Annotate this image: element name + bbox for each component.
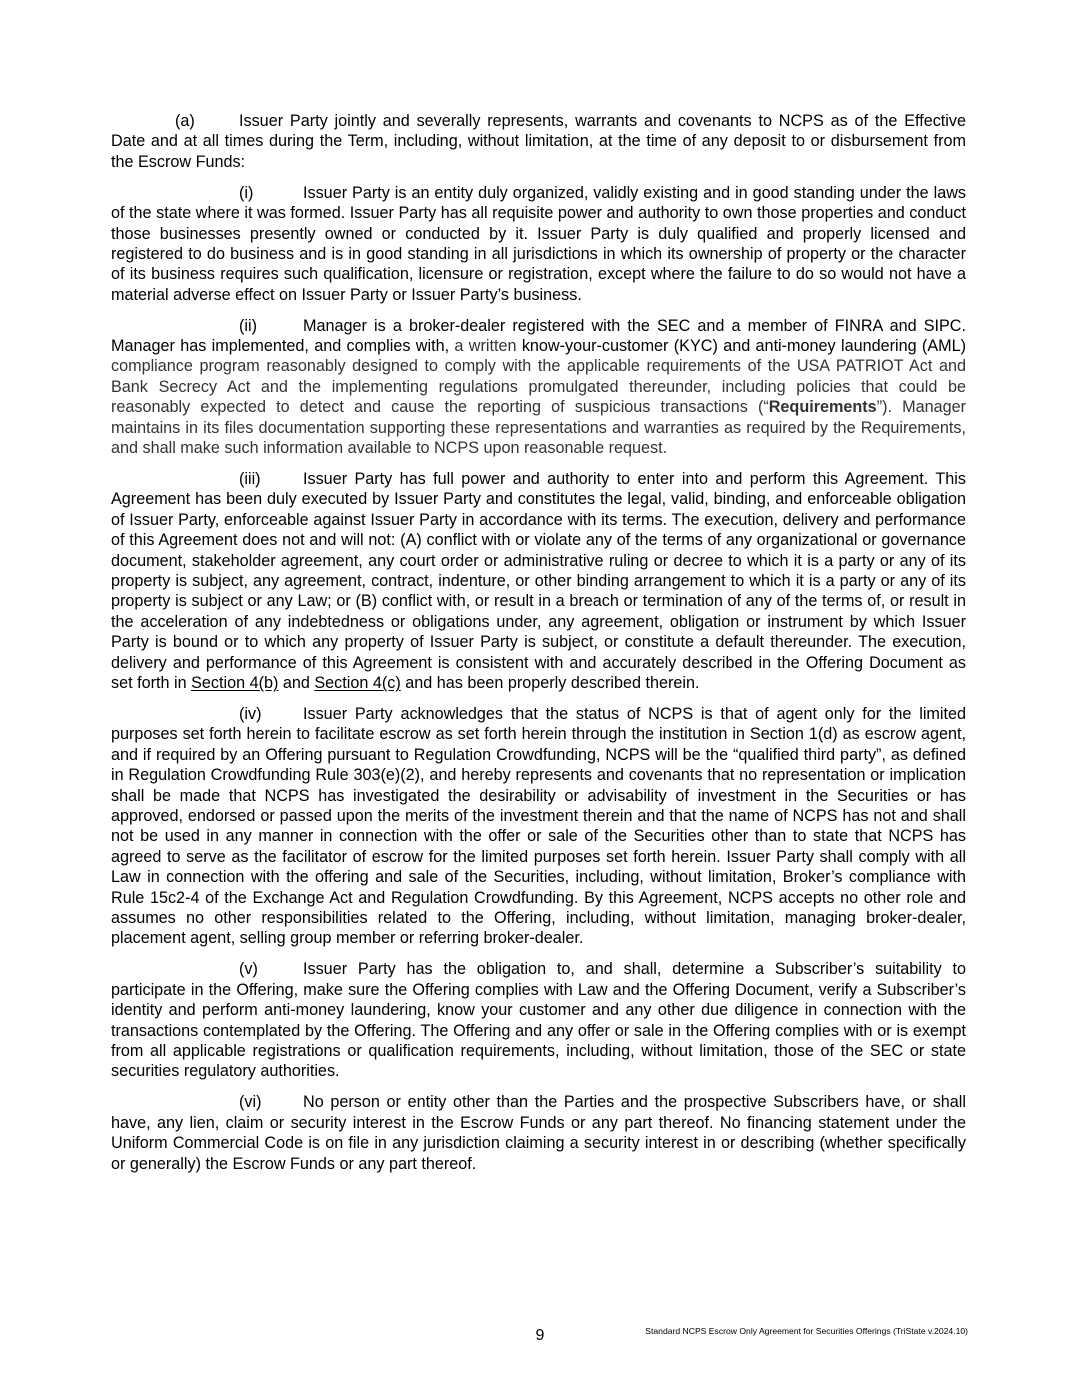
section-ii-label: (ii) xyxy=(239,316,257,335)
section-v-text: Issuer Party has the obligation to, and shall, determine a Subscriber’s suitability to participate in the Offering, make sure the Offering complies with Law and the Offering Document, verify a Subscriber’s identity and perform anti-money laundering, know your customer and any other due diligence in connection with the transactions contemplated by the Offering. The Offering and any offer or sale in the Offering complies with or is exempt from all applicable registrations or qualification requirements, including, without limitation, those of the SEC or state securities regulatory authorities. xyxy=(111,960,966,1081)
section-ii-text-2: a written xyxy=(449,337,522,356)
section-iii-text-3: and has been properly described therein. xyxy=(400,674,700,693)
section-ii-text-4: compliance program reasonably designed to comply with the applicable requirements of the USA PATRIOT Act and Bank Secrecy Act and the implementing regulations promulgated thereunder, including policies that could be reasonably expected to detect and cause the reporting of suspicious transactions (“ xyxy=(111,357,966,417)
section-vi-label: (vi) xyxy=(239,1093,262,1112)
page-number: 9 xyxy=(535,1327,545,1344)
section-4c-reference: Section 4(c) xyxy=(314,674,401,693)
section-iv-label: (iv) xyxy=(239,704,262,723)
section-vi-text: No person or entity other than the Parties and the prospective Subscribers have, or shall have, any lien, claim or security interest in the Escrow Funds or any part thereof. No financing statement under the Uniform Commercial Code is on file in any jurisdiction claiming a security interest in or describing (whether specifically or generally) the Escrow Funds or any part thereof. xyxy=(111,1093,966,1173)
footer-document-title: Standard NCPS Escrow Only Agreement for Securities Offerings (TriState v.2024.10) xyxy=(645,1326,968,1336)
section-v-label: (v) xyxy=(239,960,258,979)
section-ii-paragraph xyxy=(111,316,966,459)
section-vi-paragraph xyxy=(111,1092,966,1174)
section-iii-text-2: and xyxy=(278,674,315,693)
section-ii-text-5: ”). Manager maintains in its files documentation supporting these representations and warranties as required by the Requirements, and shall make such information available to NCPS upon reasonable request. xyxy=(111,398,966,458)
section-iii-text-1: Issuer Party has full power and authority to enter into and perform this Agreement. This Agreement has been duly executed by Issuer Party and constitutes the legal, valid, binding, and enforceable obligation of Issuer Party, enforceable against Issuer Party in accordance with its terms. The execution, delivery and performance of this Agreement does not and will not: (A) conflict with or violate any of the terms of any organizational or governance document, stakeholder agreement, any court order or administrative ruling or decree to which it is a party or any of its property is subject, any agreement, contract, indenture, or other binding arrangement to which it is a party or any of its property is subject or any Law; or (B) conflict with, or result in a breach or termination of any of the terms of, or result in the acceleration of any indebtedness or obligations under, any agreement, obligation or instrument by which Issuer Party is bound or to which any property of Issuer Party is subject, or constitute a default thereunder. The execution, delivery and performance of this Agreement is consistent with and accurately described in the Offering Document as set forth in xyxy=(111,470,966,693)
section-ii-text-1: Manager is a broker-dealer registered with the SEC and a member of FINRA and SIPC. Manager has implemented, and complies with, xyxy=(111,316,966,356)
section-a-paragraph xyxy=(111,111,966,172)
document-page xyxy=(111,111,966,1184)
section-i-text: Issuer Party is an entity duly organized, validly existing and in good standing under the laws of the state where it was formed. Issuer Party has all requisite power and authority to own those properties and conduct those businesses presently owned or conducted by it. Issuer Party is duly qualified and properly licensed and registered to do business and is in good standing in all jurisdictions in which its ownership of property or the character of its business requires such qualification, licensure or registration, except where the failure to do so would not have a material adverse effect on Issuer Party or Issuer Party’s business. xyxy=(111,183,966,304)
section-ii-text-3: know-your-customer (KYC) and anti-money laundering (AML) xyxy=(521,337,966,356)
section-a-label: (a) xyxy=(175,112,195,130)
section-iv-paragraph xyxy=(111,704,966,949)
section-v-paragraph xyxy=(111,959,966,1081)
section-a-text: Issuer Party jointly and severally represents, warrants and covenants to NCPS as of the Effective Date and at all times during the Term, including, without limitation, at the time of any deposit to or disbursement from the Escrow Funds: xyxy=(111,112,966,171)
section-i-label: (i) xyxy=(239,183,254,202)
section-4b-reference: Section 4(b) xyxy=(191,674,279,693)
requirements-defined-term: Requirements xyxy=(768,398,877,417)
section-iii-label: (iii) xyxy=(239,470,261,488)
section-i-paragraph xyxy=(111,183,966,305)
section-iv-text: Issuer Party acknowledges that the status of NCPS is that of agent only for the limited purposes set forth herein to facilitate escrow as set forth herein through the institution in Section 1(d) as escrow agent, and if required by an Offering pursuant to Regulation Crowdfunding, NCPS will be the “qualified third party”, as defined in Regulation Crowdfunding Rule 303(e)(2), and hereby represents and covenants that no representation or implication shall be made that NCPS has investigated the desirability or advisability of investment in the Securities or has approved, endorsed or passed upon the merits of the investment therein and that the name of NCPS has not and shall not be used in any manner in connection with the offer or sale of the Securities other than to state that NCPS has agreed to serve as the facilitator of escrow for the limited purposes set forth herein. Issuer Party shall comply with all Law in connection with the offering and sale of the Securities, including, without limitation, Broker’s compliance with Rule 15c2-4 of the Exchange Act and Regulation Crowdfunding. By this Agreement, NCPS accepts no other role and assumes no other responsibilities related to the Offering, including, without limitation, managing broker-dealer, placement agent, selling group member or referring broker-dealer. xyxy=(111,704,966,948)
section-iii-paragraph xyxy=(111,469,966,693)
